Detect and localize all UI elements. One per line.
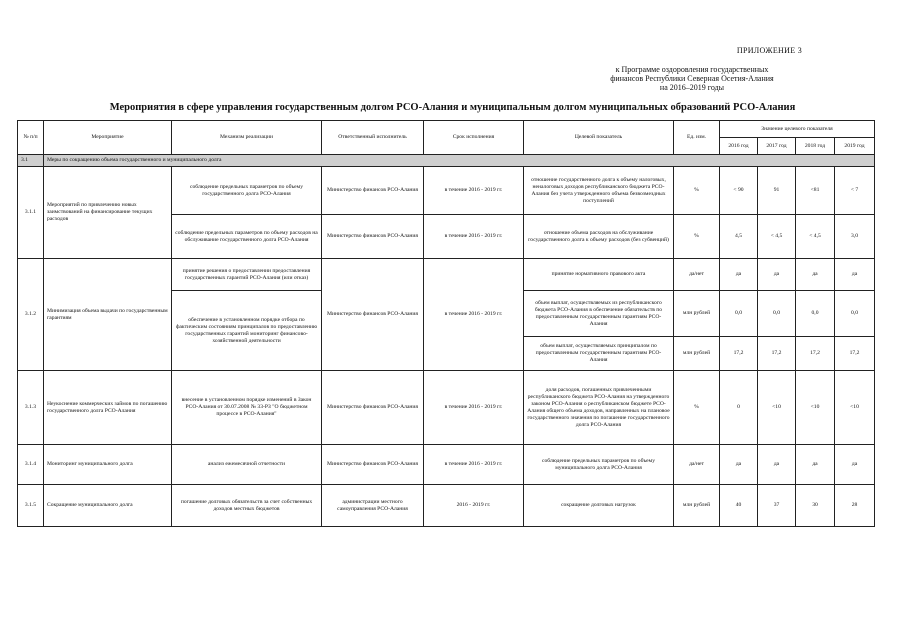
row-value-2016: да	[720, 259, 758, 291]
row-num: 3.1.3	[18, 371, 44, 445]
row-indicator: доля расходов, погашенных привлеченными республиканского бюджета РСО-Алания на утвержденного законом РСО-Алания о республиканском бюджете РСО-Алания общего объема доходов, направленных на плановое государственного значения по погашение государственного долга РСО-Алания	[524, 371, 674, 445]
header-term: Срок исполнения	[424, 121, 524, 155]
row-value-2017: < 4,5	[758, 215, 796, 259]
row-executor: Министерство финансов РСО-Алания	[322, 371, 424, 445]
row-value-2017: 17,2	[758, 337, 796, 371]
row-implementation: соблюдение предельных параметров по объему расходов на обслуживание государственного долга РСО-Алания	[172, 215, 322, 259]
row-term: в течение 2016 - 2019 гг.	[424, 445, 524, 485]
row-value-2016: 0,0	[720, 291, 758, 337]
row-value-2017: 37	[758, 485, 796, 527]
row-implementation: принятие решения о предоставлении предоставления государственных гарантий РСО-Алания (или отказ)	[172, 259, 322, 291]
row-value-2016: 17,2	[720, 337, 758, 371]
row-executor: Министерство финансов РСО-Алания	[322, 445, 424, 485]
row-executor: администрации местного самоуправления РСО-Алания	[322, 485, 424, 527]
row-term: в течение 2016 - 2019 гг.	[424, 259, 524, 371]
row-num: 3.1.5	[18, 485, 44, 527]
table-row	[18, 445, 875, 485]
row-indicator: соблюдение предельных параметров по объему муниципального долга РСО-Алания	[524, 445, 674, 485]
row-implementation: соблюдение предельных параметров по объему государственного долга РСО-Алания	[172, 167, 322, 215]
table-row	[18, 259, 875, 291]
row-value-2019: 0,0	[835, 291, 875, 337]
header-2016: 2016 год	[720, 138, 758, 155]
row-value-2018: да	[796, 445, 835, 485]
row-term: в течение 2016 - 2019 гг.	[424, 215, 524, 259]
header-num: № п/п	[18, 121, 44, 155]
row-indicator: сокращение долговых нагрузок	[524, 485, 674, 527]
row-measure: Неукоснение коммерческих займов по погашению государственного долга РСО-Алания	[44, 371, 172, 445]
appendix-line-3: на 2016–2019 годы	[659, 83, 725, 92]
row-term: в течение 2016 - 2019 гг.	[424, 167, 524, 215]
header-measure: Мероприятие	[44, 121, 172, 155]
row-value-2017: <10	[758, 371, 796, 445]
row-implementation: погашение долговых обязательств за счет собственных доходов местных бюджетов	[172, 485, 322, 527]
measures-table	[17, 120, 875, 527]
row-unit: млн рублей	[674, 291, 720, 337]
row-value-2019: да	[835, 445, 875, 485]
row-indicator: объем выплат, осуществляемых принципалом по предоставленным государственным гарантиям РСО-Алания	[524, 337, 674, 371]
table-row	[18, 485, 875, 527]
row-unit: да/нет	[674, 259, 720, 291]
row-value-2017: да	[758, 445, 796, 485]
row-value-2017: 0,0	[758, 291, 796, 337]
row-measure: Мероприятий по привлечению новых заимствований на финансирование текущих расходов	[44, 167, 172, 259]
row-unit: %	[674, 215, 720, 259]
row-value-2016: 4,5	[720, 215, 758, 259]
row-executor: Министерство финансов РСО-Алания	[322, 215, 424, 259]
row-value-2016: 40	[720, 485, 758, 527]
appendix-line-2: финансов Республики Северная Осетия-Алания	[610, 74, 774, 83]
row-value-2016: < 90	[720, 167, 758, 215]
header-2017: 2017 год	[758, 138, 796, 155]
row-measure: Мониторинг муниципального долга	[44, 445, 172, 485]
row-value-2018: 0,0	[796, 291, 835, 337]
row-value-2016: 0	[720, 371, 758, 445]
header-2018: 2018 год	[796, 138, 835, 155]
row-implementation: обеспечение в установленном порядке отбора по фактическим состояниям принципалов по предоставлению государственных гарантий мониторинг финансово-хозяйственной деятельности	[172, 291, 322, 371]
row-implementation: анализ ежемесячной отчетности	[172, 445, 322, 485]
row-value-2018: да	[796, 259, 835, 291]
row-value-2018: <10	[796, 371, 835, 445]
appendix-line-1: к Программе оздоровления государственных	[615, 65, 769, 74]
row-implementation: внесение в установленном порядке изменений в Закон РСО-Алания от 30.07.2008 № 33-РЗ "О бюджетном процессе в РСО-Алания"	[172, 371, 322, 445]
row-unit: %	[674, 371, 720, 445]
row-indicator: отношение объема расходов на обслуживание государственного долга к объему расходов (без субвенций)	[524, 215, 674, 259]
header-values-group: Значение целевого показателя	[720, 121, 875, 138]
row-num: 3.1.1	[18, 167, 44, 259]
header-row	[18, 121, 875, 138]
row-indicator: объем выплат, осуществляемых из республиканского бюджета РСО-Алания в обеспечение обязательств по предоставленным государственным гарантиям РСО-Алания	[524, 291, 674, 337]
row-value-2016: да	[720, 445, 758, 485]
header-implementation: Механизм реализации	[172, 121, 322, 155]
row-value-2019: 3,0	[835, 215, 875, 259]
row-value-2018: <81	[796, 167, 835, 215]
row-value-2018: < 4,5	[796, 215, 835, 259]
header-unit: Ед. изм.	[674, 121, 720, 155]
header-indicator: Целевой показатель	[524, 121, 674, 155]
row-value-2017: 91	[758, 167, 796, 215]
section-row	[18, 155, 875, 167]
row-value-2019: 17,2	[835, 337, 875, 371]
document-title: Мероприятия в сфере управления государственным долгом РСО-Алания и муниципальным долгом муниципальных образований РСО-Алания	[109, 102, 796, 113]
row-value-2019: <10	[835, 371, 875, 445]
row-value-2018: 30	[796, 485, 835, 527]
header-executor: Ответственный исполнитель	[322, 121, 424, 155]
row-unit: да/нет	[674, 445, 720, 485]
row-term: 2016 - 2019 гг.	[424, 485, 524, 527]
section-num: 3.1	[18, 155, 44, 167]
row-indicator: отношение государственного долга к объему налоговых, неналоговых доходов республиканского бюджета РСО-Алания без учета утвержденного объема безвозмездных поступлений	[524, 167, 674, 215]
table-row	[18, 371, 875, 445]
row-num: 3.1.2	[18, 259, 44, 371]
section-title: Меры по сокращению объема государственного и муниципального долга	[44, 155, 875, 167]
row-value-2019: 28	[835, 485, 875, 527]
row-measure: Минимизация объема выдачи по государственным гарантиям	[44, 259, 172, 371]
row-value-2018: 17,2	[796, 337, 835, 371]
row-value-2017: да	[758, 259, 796, 291]
row-value-2019: < 7	[835, 167, 875, 215]
table-row	[18, 167, 875, 215]
row-term: в течение 2016 - 2019 гг.	[424, 371, 524, 445]
appendix-block	[582, 46, 802, 92]
row-value-2019: да	[835, 259, 875, 291]
row-num: 3.1.4	[18, 445, 44, 485]
appendix-label: ПРИЛОЖЕНИЕ 3	[736, 46, 802, 55]
row-unit: млн рублей	[674, 337, 720, 371]
row-unit: млн рублей	[674, 485, 720, 527]
header-2019: 2019 год	[835, 138, 875, 155]
row-executor: Министерство финансов РСО-Алания	[322, 259, 424, 371]
row-measure: Сокращение муниципального долга	[44, 485, 172, 527]
row-indicator: принятие нормативного правового акта	[524, 259, 674, 291]
row-unit: %	[674, 167, 720, 215]
row-executor: Министерство финансов РСО-Алания	[322, 167, 424, 215]
